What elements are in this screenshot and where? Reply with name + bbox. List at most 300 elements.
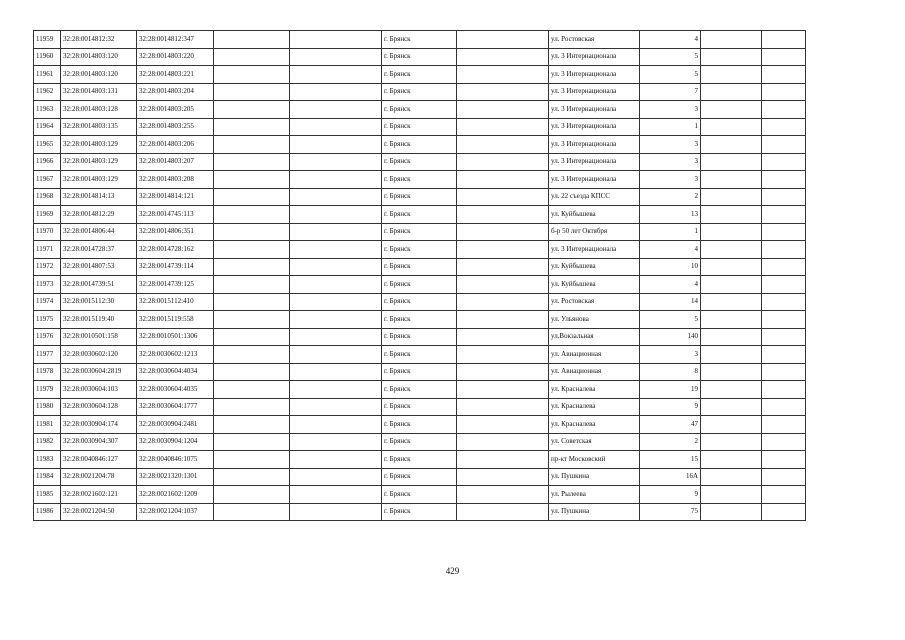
cadastral-number-cell: 32:28:0014803:131 [61, 83, 137, 101]
city-cell: г. Брянск [382, 171, 457, 189]
city-cell: г. Брянск [382, 328, 457, 346]
street-cell: ул. Куйбышева [549, 258, 640, 276]
empty-cell [701, 311, 762, 329]
city-cell: г. Брянск [382, 136, 457, 154]
city-cell: г. Брянск [382, 83, 457, 101]
empty-cell [457, 118, 549, 136]
empty-cell [457, 468, 549, 486]
table-row [34, 171, 806, 189]
empty-cell [214, 83, 290, 101]
cadastral-number-cell: 32:28:0021204:50 [61, 503, 137, 521]
city-cell: г. Брянск [382, 48, 457, 66]
city-cell: г. Брянск [382, 468, 457, 486]
empty-cell [214, 293, 290, 311]
table-row [34, 223, 806, 241]
table-row [34, 66, 806, 84]
table-row [34, 276, 806, 294]
cadastral-number-cell: 32:28:0015112:30 [61, 293, 137, 311]
street-cell: ул. 3 Интернационала [549, 66, 640, 84]
cadastral-number-cell: 32:28:0014803:135 [61, 118, 137, 136]
empty-cell [457, 206, 549, 224]
house-number-cell: 47 [640, 416, 701, 434]
empty-cell [214, 433, 290, 451]
cadastral-number-cell: 32:28:0014807:53 [61, 258, 137, 276]
empty-cell [457, 153, 549, 171]
row-number-cell: 11966 [34, 153, 61, 171]
empty-cell [762, 101, 806, 119]
house-number-cell: 3 [640, 171, 701, 189]
row-number-cell: 11976 [34, 328, 61, 346]
empty-cell [290, 276, 382, 294]
table-row [34, 188, 806, 206]
empty-cell [214, 381, 290, 399]
empty-cell [701, 468, 762, 486]
row-number-cell: 11969 [34, 206, 61, 224]
empty-cell [290, 451, 382, 469]
empty-cell [701, 433, 762, 451]
cadastral-number-cell: 32:28:0014803:120 [61, 48, 137, 66]
cadastral-number-cell: 32:28:0030904:174 [61, 416, 137, 434]
row-number-cell: 11965 [34, 136, 61, 154]
city-cell: г. Брянск [382, 188, 457, 206]
empty-cell [214, 311, 290, 329]
cadastral-number-cell: 32:28:0030904:307 [61, 433, 137, 451]
city-cell: г. Брянск [382, 433, 457, 451]
empty-cell [214, 101, 290, 119]
empty-cell [457, 398, 549, 416]
empty-cell [701, 206, 762, 224]
street-cell: ул. 3 Интернационала [549, 136, 640, 154]
empty-cell [762, 188, 806, 206]
empty-cell [214, 48, 290, 66]
street-cell: ул. Авиационная [549, 363, 640, 381]
house-number-cell: 9 [640, 398, 701, 416]
table-row [34, 503, 806, 521]
city-cell: г. Брянск [382, 293, 457, 311]
empty-cell [762, 486, 806, 504]
row-number-cell: 11962 [34, 83, 61, 101]
city-cell: г. Брянск [382, 311, 457, 329]
row-number-cell: 11968 [34, 188, 61, 206]
cadastral-number-cell: 32:28:0015119:40 [61, 311, 137, 329]
house-number-cell: 13 [640, 206, 701, 224]
empty-cell [457, 433, 549, 451]
street-cell: ул. Советская [549, 433, 640, 451]
object-cadastral-number-cell: 32:28:0030904:2481 [137, 416, 214, 434]
house-number-cell: 5 [640, 311, 701, 329]
city-cell: г. Брянск [382, 416, 457, 434]
empty-cell [701, 171, 762, 189]
empty-cell [762, 468, 806, 486]
empty-cell [762, 416, 806, 434]
empty-cell [701, 153, 762, 171]
empty-cell [762, 206, 806, 224]
empty-cell [762, 48, 806, 66]
empty-cell [701, 363, 762, 381]
house-number-cell: 9 [640, 486, 701, 504]
empty-cell [762, 398, 806, 416]
empty-cell [762, 276, 806, 294]
empty-cell [762, 363, 806, 381]
street-cell: ул. Красналева [549, 416, 640, 434]
house-number-cell: 3 [640, 101, 701, 119]
table-row [34, 136, 806, 154]
city-cell: г. Брянск [382, 31, 457, 49]
row-number-cell: 11971 [34, 241, 61, 259]
table-row [34, 416, 806, 434]
house-number-cell: 16А [640, 468, 701, 486]
table-row [34, 31, 806, 49]
empty-cell [762, 241, 806, 259]
empty-cell [457, 48, 549, 66]
empty-cell [762, 311, 806, 329]
city-cell: г. Брянск [382, 101, 457, 119]
empty-cell [290, 328, 382, 346]
house-number-cell: 14 [640, 293, 701, 311]
empty-cell [762, 451, 806, 469]
empty-cell [457, 363, 549, 381]
table-row [34, 118, 806, 136]
cadastral-number-cell: 32:28:0021602:121 [61, 486, 137, 504]
empty-cell [762, 381, 806, 399]
object-cadastral-number-cell: 32:28:0030604:1777 [137, 398, 214, 416]
empty-cell [457, 223, 549, 241]
table-row [34, 468, 806, 486]
object-cadastral-number-cell: 32:28:0014803:255 [137, 118, 214, 136]
street-cell: ул. Красналева [549, 398, 640, 416]
empty-cell [214, 503, 290, 521]
empty-cell [290, 136, 382, 154]
city-cell: г. Брянск [382, 503, 457, 521]
row-number-cell: 11967 [34, 171, 61, 189]
empty-cell [701, 276, 762, 294]
house-number-cell: 1 [640, 223, 701, 241]
empty-cell [290, 171, 382, 189]
street-cell: ул. 3 Интернационала [549, 241, 640, 259]
row-number-cell: 11959 [34, 31, 61, 49]
empty-cell [290, 206, 382, 224]
row-number-cell: 11973 [34, 276, 61, 294]
street-cell: ул. Рылеева [549, 486, 640, 504]
empty-cell [214, 468, 290, 486]
object-cadastral-number-cell: 32:28:0014814:121 [137, 188, 214, 206]
page-number: 429 [445, 566, 460, 576]
empty-cell [701, 381, 762, 399]
empty-cell [290, 398, 382, 416]
empty-cell [214, 223, 290, 241]
table-row [34, 433, 806, 451]
empty-cell [701, 258, 762, 276]
empty-cell [457, 311, 549, 329]
row-number-cell: 11985 [34, 486, 61, 504]
object-cadastral-number-cell: 32:28:0030904:1204 [137, 433, 214, 451]
empty-cell [701, 241, 762, 259]
city-cell: г. Брянск [382, 486, 457, 504]
empty-cell [762, 293, 806, 311]
street-cell: ул. 3 Интернационала [549, 153, 640, 171]
city-cell: г. Брянск [382, 346, 457, 364]
empty-cell [290, 416, 382, 434]
street-cell: ул. Красналева [549, 381, 640, 399]
empty-cell [762, 258, 806, 276]
row-number-cell: 11960 [34, 48, 61, 66]
empty-cell [214, 188, 290, 206]
city-cell: г. Брянск [382, 363, 457, 381]
empty-cell [701, 118, 762, 136]
object-cadastral-number-cell: 32:28:0014803:206 [137, 136, 214, 154]
empty-cell [290, 241, 382, 259]
empty-cell [701, 346, 762, 364]
table-row [34, 101, 806, 119]
house-number-cell: 2 [640, 188, 701, 206]
cadastral-number-cell: 32:28:0014803:120 [61, 66, 137, 84]
table-row [34, 48, 806, 66]
empty-cell [290, 468, 382, 486]
empty-cell [290, 381, 382, 399]
city-cell: г. Брянск [382, 153, 457, 171]
empty-cell [214, 398, 290, 416]
cadastral-number-cell: 32:28:0014739:51 [61, 276, 137, 294]
empty-cell [762, 31, 806, 49]
object-cadastral-number-cell: 32:28:0010501:1306 [137, 328, 214, 346]
empty-cell [290, 486, 382, 504]
empty-cell [457, 381, 549, 399]
city-cell: г. Брянск [382, 241, 457, 259]
empty-cell [701, 223, 762, 241]
object-cadastral-number-cell: 32:28:0030602:1213 [137, 346, 214, 364]
empty-cell [457, 416, 549, 434]
row-number-cell: 11970 [34, 223, 61, 241]
house-number-cell: 1 [640, 118, 701, 136]
row-number-cell: 11974 [34, 293, 61, 311]
house-number-cell: 75 [640, 503, 701, 521]
table-row [34, 381, 806, 399]
house-number-cell: 140 [640, 328, 701, 346]
table-row [34, 83, 806, 101]
street-cell: ул. 3 Интернационала [549, 171, 640, 189]
empty-cell [762, 83, 806, 101]
empty-cell [290, 223, 382, 241]
row-number-cell: 11984 [34, 468, 61, 486]
table-row [34, 206, 806, 224]
empty-cell [762, 433, 806, 451]
house-number-cell: 3 [640, 346, 701, 364]
house-number-cell: 5 [640, 48, 701, 66]
object-cadastral-number-cell: 32:28:0014728:162 [137, 241, 214, 259]
cadastral-number-cell: 32:28:0040846:127 [61, 451, 137, 469]
city-cell: г. Брянск [382, 398, 457, 416]
object-cadastral-number-cell: 32:28:0014803:221 [137, 66, 214, 84]
empty-cell [214, 206, 290, 224]
object-cadastral-number-cell: 32:28:0014803:208 [137, 171, 214, 189]
empty-cell [214, 346, 290, 364]
cadastral-number-cell: 32:28:0014803:129 [61, 136, 137, 154]
empty-cell [214, 66, 290, 84]
object-cadastral-number-cell: 32:28:0014812:347 [137, 31, 214, 49]
city-cell: г. Брянск [382, 206, 457, 224]
street-cell: ул. 3 Интернационала [549, 118, 640, 136]
empty-cell [701, 66, 762, 84]
object-cadastral-number-cell: 32:28:0015112:410 [137, 293, 214, 311]
empty-cell [290, 83, 382, 101]
table-row [34, 153, 806, 171]
object-cadastral-number-cell: 32:28:0014745:113 [137, 206, 214, 224]
object-cadastral-number-cell: 32:28:0030604:4035 [137, 381, 214, 399]
table-row [34, 346, 806, 364]
empty-cell [457, 346, 549, 364]
empty-cell [214, 118, 290, 136]
empty-cell [290, 258, 382, 276]
empty-cell [762, 153, 806, 171]
empty-cell [762, 66, 806, 84]
table-row [34, 241, 806, 259]
street-cell: ул. Ростовская [549, 31, 640, 49]
empty-cell [457, 276, 549, 294]
empty-cell [290, 118, 382, 136]
street-cell: ул. 3 Интернационала [549, 101, 640, 119]
empty-cell [701, 451, 762, 469]
empty-cell [214, 486, 290, 504]
object-cadastral-number-cell: 32:28:0040846:1075 [137, 451, 214, 469]
empty-cell [290, 66, 382, 84]
street-cell: ул. Пушкина [549, 468, 640, 486]
table-row [34, 363, 806, 381]
empty-cell [290, 188, 382, 206]
cadastral-number-cell: 32:28:0014803:128 [61, 101, 137, 119]
cadastral-number-cell: 32:28:0014803:129 [61, 171, 137, 189]
empty-cell [457, 83, 549, 101]
empty-cell [701, 398, 762, 416]
cadastral-number-cell: 32:28:0014812:29 [61, 206, 137, 224]
empty-cell [290, 346, 382, 364]
empty-cell [762, 171, 806, 189]
row-number-cell: 11977 [34, 346, 61, 364]
house-number-cell: 8 [640, 363, 701, 381]
cadastral-number-cell: 32:28:0010501:158 [61, 328, 137, 346]
empty-cell [457, 136, 549, 154]
empty-cell [214, 171, 290, 189]
empty-cell [290, 101, 382, 119]
empty-cell [214, 241, 290, 259]
house-number-cell: 3 [640, 136, 701, 154]
empty-cell [214, 153, 290, 171]
street-cell: ул. 22 съезда КПСС [549, 188, 640, 206]
object-cadastral-number-cell: 32:28:0014803:204 [137, 83, 214, 101]
empty-cell [762, 328, 806, 346]
empty-cell [457, 66, 549, 84]
house-number-cell: 3 [640, 153, 701, 171]
house-number-cell: 4 [640, 31, 701, 49]
cadastral-number-cell: 32:28:0014803:129 [61, 153, 137, 171]
empty-cell [290, 363, 382, 381]
empty-cell [701, 136, 762, 154]
empty-cell [701, 83, 762, 101]
empty-cell [762, 346, 806, 364]
street-cell: ул.Вокзальная [549, 328, 640, 346]
cadastral-number-cell: 32:28:0014728:37 [61, 241, 137, 259]
city-cell: г. Брянск [382, 276, 457, 294]
object-cadastral-number-cell: 32:28:0014739:125 [137, 276, 214, 294]
empty-cell [701, 188, 762, 206]
table-row [34, 258, 806, 276]
empty-cell [762, 503, 806, 521]
empty-cell [762, 136, 806, 154]
empty-cell [290, 31, 382, 49]
empty-cell [457, 451, 549, 469]
object-cadastral-number-cell: 32:28:0021320:1301 [137, 468, 214, 486]
empty-cell [214, 363, 290, 381]
empty-cell [214, 31, 290, 49]
street-cell: ул. Ульянова [549, 311, 640, 329]
street-cell: б-р 50 лет Октября [549, 223, 640, 241]
empty-cell [457, 188, 549, 206]
street-cell: ул. Пушкина [549, 503, 640, 521]
row-number-cell: 11961 [34, 66, 61, 84]
row-number-cell: 11980 [34, 398, 61, 416]
object-cadastral-number-cell: 32:28:0021204:1037 [137, 503, 214, 521]
row-number-cell: 11979 [34, 381, 61, 399]
house-number-cell: 7 [640, 83, 701, 101]
empty-cell [214, 416, 290, 434]
empty-cell [290, 293, 382, 311]
empty-cell [457, 31, 549, 49]
table-row [34, 451, 806, 469]
empty-cell [214, 136, 290, 154]
street-cell: ул. 3 Интернационала [549, 48, 640, 66]
registry-table [33, 30, 806, 521]
row-number-cell: 11982 [34, 433, 61, 451]
empty-cell [701, 416, 762, 434]
empty-cell [290, 503, 382, 521]
empty-cell [290, 48, 382, 66]
table-row [34, 328, 806, 346]
cadastral-number-cell: 32:28:0014806:44 [61, 223, 137, 241]
row-number-cell: 11964 [34, 118, 61, 136]
cadastral-number-cell: 32:28:0014814:13 [61, 188, 137, 206]
object-cadastral-number-cell: 32:28:0014806:351 [137, 223, 214, 241]
row-number-cell: 11983 [34, 451, 61, 469]
empty-cell [457, 101, 549, 119]
cadastral-number-cell: 32:28:0021204:78 [61, 468, 137, 486]
house-number-cell: 19 [640, 381, 701, 399]
object-cadastral-number-cell: 32:28:0030604:4034 [137, 363, 214, 381]
row-number-cell: 11975 [34, 311, 61, 329]
city-cell: г. Брянск [382, 381, 457, 399]
object-cadastral-number-cell: 32:28:0014803:205 [137, 101, 214, 119]
table-row [34, 311, 806, 329]
empty-cell [762, 223, 806, 241]
cadastral-number-cell: 32:28:0030604:103 [61, 381, 137, 399]
street-cell: ул. 3 Интернационала [549, 83, 640, 101]
empty-cell [290, 153, 382, 171]
object-cadastral-number-cell: 32:28:0015119:558 [137, 311, 214, 329]
row-number-cell: 11972 [34, 258, 61, 276]
empty-cell [701, 293, 762, 311]
empty-cell [214, 276, 290, 294]
empty-cell [214, 258, 290, 276]
empty-cell [701, 328, 762, 346]
street-cell: ул. Ростовская [549, 293, 640, 311]
empty-cell [214, 328, 290, 346]
empty-cell [457, 486, 549, 504]
empty-cell [457, 503, 549, 521]
empty-cell [457, 171, 549, 189]
house-number-cell: 5 [640, 66, 701, 84]
city-cell: г. Брянск [382, 258, 457, 276]
city-cell: г. Брянск [382, 451, 457, 469]
table-row [34, 486, 806, 504]
house-number-cell: 4 [640, 276, 701, 294]
